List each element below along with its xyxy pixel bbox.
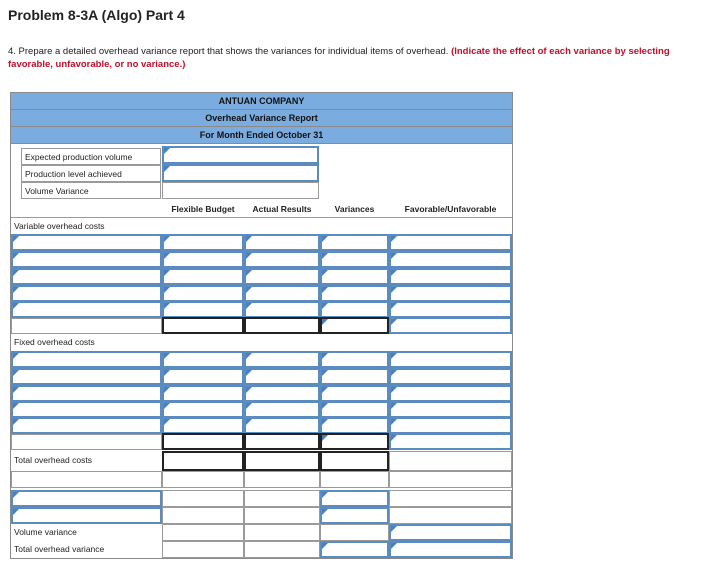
fixed-row-2-actual-results[interactable]	[244, 368, 320, 385]
fixed-row-5-flexible-budget[interactable]	[162, 417, 244, 434]
volume-row-2-actual	[244, 507, 320, 524]
variable-row-3-flexible-budget[interactable]	[162, 268, 244, 285]
volume-row-2-variance[interactable]	[320, 507, 389, 524]
fixed-row-3-flexible-budget[interactable]	[162, 385, 244, 402]
fixed-row-5-favorable-unfavorable[interactable]	[389, 417, 512, 434]
volume-variance-top-cell	[162, 182, 319, 199]
fixed-row-1-actual-results[interactable]	[244, 351, 320, 368]
fixed-row-3-variances[interactable]	[320, 385, 389, 402]
variable-row-4-label[interactable]	[11, 285, 162, 302]
company-name: ANTUAN COMPANY	[11, 93, 512, 110]
overhead-variance-report	[10, 92, 513, 559]
fixed-subtotal-label-cell	[11, 434, 162, 450]
fixed-row-3-label[interactable]	[11, 385, 162, 402]
volume-row-2-favorable	[389, 507, 512, 524]
variable-row-4-favorable-unfavorable[interactable]	[389, 285, 512, 302]
volume-row-2-label[interactable]	[11, 507, 162, 524]
fixed-subtotal-actual	[244, 433, 320, 450]
variable-subtotal-variance[interactable]	[320, 317, 389, 334]
total-overhead-label: Total overhead costs	[11, 452, 162, 469]
col-flexible-budget: Flexible Budget	[171, 204, 235, 214]
fixed-row-3-favorable-unfavorable[interactable]	[389, 385, 512, 402]
variable-row-1-variances[interactable]	[320, 234, 389, 251]
variable-row-1-label[interactable]	[11, 234, 162, 251]
variable-row-4-flexible-budget[interactable]	[162, 285, 244, 302]
volume-spacer-actual	[244, 524, 320, 541]
volume-row-1-flexible	[162, 490, 244, 507]
variable-row-3-favorable-unfavorable[interactable]	[389, 268, 512, 285]
total-variance-variance[interactable]	[320, 541, 389, 558]
total-overhead-actual	[244, 451, 320, 471]
production-achieved-input[interactable]	[162, 164, 319, 182]
variable-subtotal-favorable[interactable]	[389, 317, 512, 334]
volume-row-1-variance[interactable]	[320, 490, 389, 507]
fixed-row-1-favorable-unfavorable[interactable]	[389, 351, 512, 368]
total-variance-favorable[interactable]	[389, 541, 512, 558]
production-achieved-label: Production level achieved	[21, 165, 161, 182]
col-variances: Variances	[334, 204, 375, 214]
volume-row-1-actual	[244, 490, 320, 507]
page-title: Problem 8-3A (Algo) Part 4	[8, 7, 185, 23]
variable-row-5-flexible-budget[interactable]	[162, 301, 244, 318]
instruction-text: 4. Prepare a detailed overhead variance report that shows the variances for individual items of overhead.	[8, 46, 449, 57]
volume-variance-variance	[320, 471, 389, 488]
variable-row-2-actual-results[interactable]	[244, 251, 320, 268]
instructions	[8, 45, 708, 71]
variable-row-1-flexible-budget[interactable]	[162, 234, 244, 251]
variable-row-3-variances[interactable]	[320, 268, 389, 285]
report-name: Overhead Variance Report	[11, 110, 512, 127]
col-actual-results: Actual Results	[252, 204, 312, 214]
variable-row-2-label[interactable]	[11, 251, 162, 268]
volume-row-1-favorable	[389, 490, 512, 507]
fixed-row-4-label[interactable]	[11, 401, 162, 418]
variable-row-4-actual-results[interactable]	[244, 285, 320, 302]
fixed-row-1-flexible-budget[interactable]	[162, 351, 244, 368]
fixed-subtotal-favorable[interactable]	[389, 433, 512, 450]
total-overhead-variance-label: Total overhead variance	[11, 541, 162, 558]
fixed-row-5-actual-results[interactable]	[244, 417, 320, 434]
fixed-row-4-actual-results[interactable]	[244, 401, 320, 418]
variable-row-5-favorable-unfavorable[interactable]	[389, 301, 512, 318]
fixed-row-4-flexible-budget[interactable]	[162, 401, 244, 418]
volume-variance-actual	[244, 471, 320, 488]
total-variance-actual	[244, 541, 320, 558]
variable-row-3-label[interactable]	[11, 268, 162, 285]
instruction-note: (Indicate the effect of each variance by selecting favorable, unfavorable, or no variance.)	[8, 46, 670, 70]
fixed-row-2-label[interactable]	[11, 368, 162, 385]
volume-variance-favorable-input[interactable]	[389, 524, 512, 541]
volume-variance-flexible	[162, 471, 244, 488]
variable-row-5-variances[interactable]	[320, 301, 389, 318]
volume-spacer-variance	[320, 524, 389, 541]
total-variance-flexible	[162, 541, 244, 558]
expected-production-input[interactable]	[162, 146, 319, 164]
variable-row-2-variances[interactable]	[320, 251, 389, 268]
col-favorable-unfavorable: Favorable/Unfavorable	[404, 204, 497, 214]
fixed-row-2-variances[interactable]	[320, 368, 389, 385]
variable-row-4-variances[interactable]	[320, 285, 389, 302]
volume-variance-label-cell	[11, 471, 162, 488]
fixed-row-1-label[interactable]	[11, 351, 162, 368]
fixed-overhead-label: Fixed overhead costs	[11, 334, 162, 351]
variable-row-5-actual-results[interactable]	[244, 301, 320, 318]
fixed-row-5-label[interactable]	[11, 417, 162, 434]
fixed-row-4-variances[interactable]	[320, 401, 389, 418]
volume-variance-favorable	[389, 471, 512, 488]
variable-row-3-actual-results[interactable]	[244, 268, 320, 285]
fixed-row-5-variances[interactable]	[320, 417, 389, 434]
total-overhead-variance	[320, 451, 389, 471]
volume-variance-top-label: Volume Variance	[21, 182, 161, 199]
expected-production-label: Expected production volume	[21, 148, 161, 165]
fixed-row-4-favorable-unfavorable[interactable]	[389, 401, 512, 418]
variable-overhead-label: Variable overhead costs	[11, 218, 162, 235]
variable-row-1-favorable-unfavorable[interactable]	[389, 234, 512, 251]
variable-subtotal-flexible	[162, 317, 244, 334]
variable-subtotal-actual	[244, 317, 320, 334]
report-period: For Month Ended October 31	[11, 127, 512, 144]
volume-row-2-flexible	[162, 507, 244, 524]
variable-row-2-flexible-budget[interactable]	[162, 251, 244, 268]
fixed-subtotal-flexible	[162, 433, 244, 450]
fixed-row-3-actual-results[interactable]	[244, 385, 320, 402]
fixed-row-2-favorable-unfavorable[interactable]	[389, 368, 512, 385]
variable-row-1-actual-results[interactable]	[244, 234, 320, 251]
variable-row-2-favorable-unfavorable[interactable]	[389, 251, 512, 268]
fixed-row-2-flexible-budget[interactable]	[162, 368, 244, 385]
fixed-row-1-variances[interactable]	[320, 351, 389, 368]
volume-spacer-flexible	[162, 524, 244, 541]
total-overhead-flexible	[162, 451, 244, 471]
variable-row-5-label[interactable]	[11, 301, 162, 318]
volume-row-1-label[interactable]	[11, 490, 162, 507]
total-overhead-favorable	[389, 451, 512, 471]
variable-subtotal-label-cell	[11, 318, 162, 334]
volume-variance-lower-label: Volume variance	[11, 524, 162, 541]
fixed-subtotal-variance[interactable]	[320, 433, 389, 450]
